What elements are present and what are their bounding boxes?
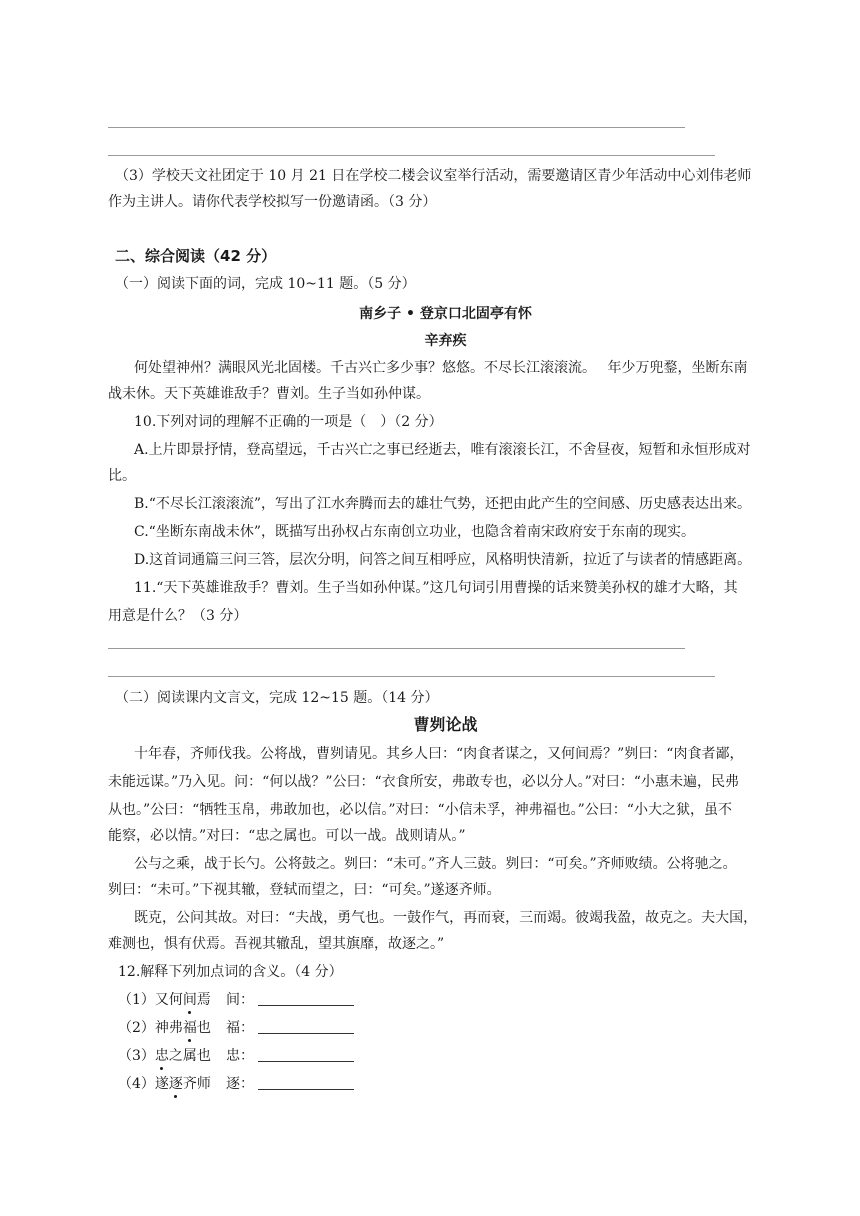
section-title: 二、综合阅读（42 分）	[115, 247, 277, 265]
question-12-item	[118, 1042, 793, 1070]
essay-line: 公与之乘，战于长勺。公将鼓之。刿曰：“未可。”齐人三鼓。刿曰：“可矣。”齐师败绩。公将驰之。	[134, 856, 737, 872]
question-11-stem: 11.“天下英雄谁敌手？曹刘。生子当如孙仲谋。”这几句词引用曹操的话来赞美孙权的雄才大略，其	[134, 580, 738, 596]
dotted-word: 间	[182, 992, 197, 1008]
question-12-item	[118, 1070, 793, 1098]
question-11-stem: 用意是什么？（3 分）	[108, 608, 248, 624]
dotted-word: 逐	[168, 1076, 183, 1092]
question-10-stem: 10.下列对词的理解不正确的一项是（ ）（2 分）	[134, 414, 443, 430]
poem-author: 辛弃疾	[424, 333, 467, 349]
question-12-word: 忠：	[226, 1048, 254, 1064]
question-12-phrase: （3）忠之属也	[118, 1048, 211, 1064]
answer-blank[interactable]	[258, 989, 354, 1006]
question-12-phrase: （2）神弗福也	[118, 1020, 211, 1036]
answer-blank[interactable]	[258, 1045, 354, 1062]
question-9-3-line: 作为主讲人。请你代表学校拟写一份邀请函。（3 分）	[108, 194, 437, 210]
question-10-option-a: 比。	[108, 468, 136, 484]
essay-line: 十年春，齐师伐我。公将战，曹刿请见。其乡人曰：“肉食者谋之，又何间焉？”刿曰：“肉食者鄙，	[134, 746, 744, 762]
dotted-word: 福	[182, 1020, 197, 1036]
question-12-phrase: （4）遂逐齐师	[118, 1076, 211, 1092]
question-10-option-c: C.“坐断东南战未休”，既描写出孙权占东南创立功业，也隐含着南宋政府安于东南的现实。	[134, 524, 695, 540]
essay-line: 未能远谋。”乃入见。问：“何以战？”公曰：“衣食所安，弗敢专也，必以分人。”对曰：“小惠未遍，民弗	[108, 774, 739, 790]
question-12-word: 间：	[226, 992, 254, 1008]
essay-line: 既克，公问其故。对曰：“夫战，勇气也。一鼓作气，再而衰，三而竭。彼竭我盈，故克之。夫大国，	[134, 910, 758, 926]
essay-title: 曹刿论战	[413, 715, 478, 734]
answer-blank[interactable]	[258, 1073, 354, 1090]
answer-line	[108, 127, 685, 128]
poem-line: 何处望神州？满眼风光北固楼。千古兴亡多少事？悠悠。不尽长江滚滚流。 年少万兜鍪，坐断东南	[134, 360, 748, 376]
dotted-word: 忠	[154, 1048, 169, 1064]
question-10-option-b: B.“不尽长江滚滚流”，写出了江水奔腾而去的雄壮气势，还把由此产生的空间感、历史感表达出来。	[134, 496, 752, 512]
answer-line	[108, 155, 715, 156]
question-12-item	[118, 986, 793, 1014]
essay-line: 刿曰：“未可。”下视其辙，登轼而望之，曰：“可矣。”遂逐齐师。	[108, 882, 501, 898]
answer-line	[108, 648, 685, 649]
poem-line: 战未休。天下英雄谁敌手？曹刘。生子当如孙仲谋。	[108, 386, 430, 402]
part-1-intro: （一）阅读下面的词，完成 10~11 题。（5 分）	[115, 276, 416, 292]
essay-line: 能察，必以情。”对曰：“忠之属也。可以一战。战则请从。”	[108, 828, 466, 844]
question-12-stem: 12.解释下列加点词的含义。（4 分）	[118, 964, 343, 980]
question-10-option-d: D.这首词通篇三问三答，层次分明，问答之间互相呼应，风格明快清新，拉近了与读者的情感距离。	[134, 552, 752, 568]
question-9-3-line: （3）学校天文社团定于 10 月 21 日在学校二楼会议室举行活动，需要邀请区青少年活动中心刘伟老师	[115, 168, 752, 184]
essay-line: 难测也，惧有伏焉。吾视其辙乱，望其旗靡，故逐之。”	[108, 936, 445, 952]
question-12-phrase: （1）又何间焉	[118, 992, 211, 1008]
answer-line	[108, 676, 715, 677]
essay-line: 从也。”公曰：“牺牲玉帛，弗敢加也，必以信。”对曰：“小信未孚，神弗福也。”公曰：“小大之狱，虽不	[108, 802, 732, 818]
question-12-word: 逐：	[226, 1076, 254, 1092]
answer-blank[interactable]	[258, 1017, 354, 1034]
poem-title: 南乡子 • 登京口北固亭有怀	[359, 306, 532, 322]
question-12-word: 福：	[226, 1020, 254, 1036]
question-12-item	[118, 1014, 793, 1042]
part-2-intro: （二）阅读课内文言文，完成 12~15 题。（14 分）	[115, 690, 439, 706]
question-10-option-a: A.上片即景抒情，登高望远，千古兴亡之事已经逝去，唯有滚滚长江，不舍昼夜，短暂和永恒形成对	[134, 442, 751, 458]
